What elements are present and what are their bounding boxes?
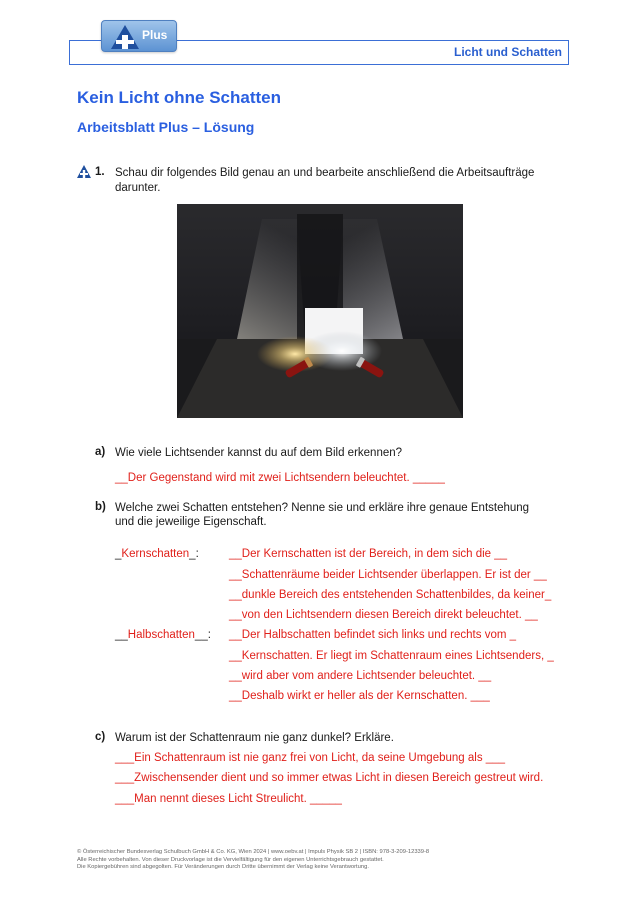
logo-text: Plus xyxy=(142,28,168,42)
copyright-footer xyxy=(77,849,557,872)
task-instruction: Schau dir folgendes Bild genau an und bearbeite anschließend die Arbeitsaufträge darunter. xyxy=(115,167,535,194)
halbschatten-line: __Kernschatten. Er liegt im Schattenraum eines Lichtsenders, _ xyxy=(229,650,554,662)
question-b-text-line1: Welche zwei Schatten entstehen? Nenne sie und erkläre ihre genaue Entstehung xyxy=(115,502,530,514)
kernschatten-line: __Schattenräume beider Lichtsender überlappen. Er ist der __ xyxy=(229,569,547,581)
kernschatten-line: __dunkle Bereich des entstehenden Schattenbildes, da keiner_ xyxy=(229,589,552,601)
halbschatten-line: __wird aber vom andere Lichtsender beleuchtet. __ xyxy=(229,670,492,682)
question-b-label: b) xyxy=(95,501,106,513)
experiment-photo xyxy=(177,204,463,418)
question-c-text: Warum ist der Schattenraum nie ganz dunkel? Erkläre. xyxy=(115,732,394,744)
footer-line: Alle Rechte vorbehalten. Von dieser Druckvorlage ist die Vervielfältigung für den eigenen Unterrichtsgebrauch gestattet. xyxy=(77,856,384,863)
triangle-task-icon xyxy=(77,165,91,178)
answer-a: __Der Gegenstand wird mit zwei Lichtsendern beleuchtet. _____ xyxy=(115,472,445,484)
kernschatten-line: __Der Kernschatten ist der Bereich, in dem sich die __ xyxy=(229,548,508,560)
plus-logo xyxy=(101,20,177,52)
question-a-label: a) xyxy=(95,446,106,458)
triangle-logo-icon xyxy=(110,24,140,50)
question-c-label: c) xyxy=(95,731,106,743)
answer-c-line: ___Zwischensender dient und so immer etwas Licht in diesen Bereich gestreut wird. xyxy=(115,772,544,784)
page-subtitle: Arbeitsblatt Plus – Lösung xyxy=(77,119,255,135)
halbschatten-label: __Halbschatten__: xyxy=(115,629,211,641)
answer-c-line: ___Ein Schattenraum ist nie ganz frei von Licht, da seine Umgebung als ___ xyxy=(115,752,505,764)
halbschatten-line: __Der Halbschatten befindet sich links und rechts vom _ xyxy=(229,629,517,641)
page-title: Kein Licht ohne Schatten xyxy=(77,88,282,107)
task-number: 1. xyxy=(95,166,105,178)
footer-line: Die Kopiergebühren sind abgegolten. Für Veränderungen durch Dritte übernimmt der Verlag keine Verantwortung. xyxy=(77,864,369,870)
kernschatten-line: __von den Lichtsendern diesen Bereich direkt beleuchtet. __ xyxy=(229,609,538,621)
footer-line: © Österreichischer Bundesverlag Schulbuch GmbH & Co. KG, Wien 2024 | www.oebv.at | Impuls Physik SB 2 | ISBN: 978-3-209-12339-8 xyxy=(77,849,430,855)
section-title: Licht und Schatten xyxy=(454,45,562,59)
question-a-text: Wie viele Lichtsender kannst du auf dem Bild erkennen? xyxy=(115,447,403,459)
answer-c-line: ___Man nennt dieses Licht Streulicht. _____ xyxy=(115,793,342,805)
question-b-text-line2: und die jeweilige Eigenschaft. xyxy=(115,516,267,528)
halbschatten-line: __Deshalb wirkt er heller als der Kernschatten. ___ xyxy=(229,690,490,702)
kernschatten-label: _Kernschatten_: xyxy=(115,548,199,560)
